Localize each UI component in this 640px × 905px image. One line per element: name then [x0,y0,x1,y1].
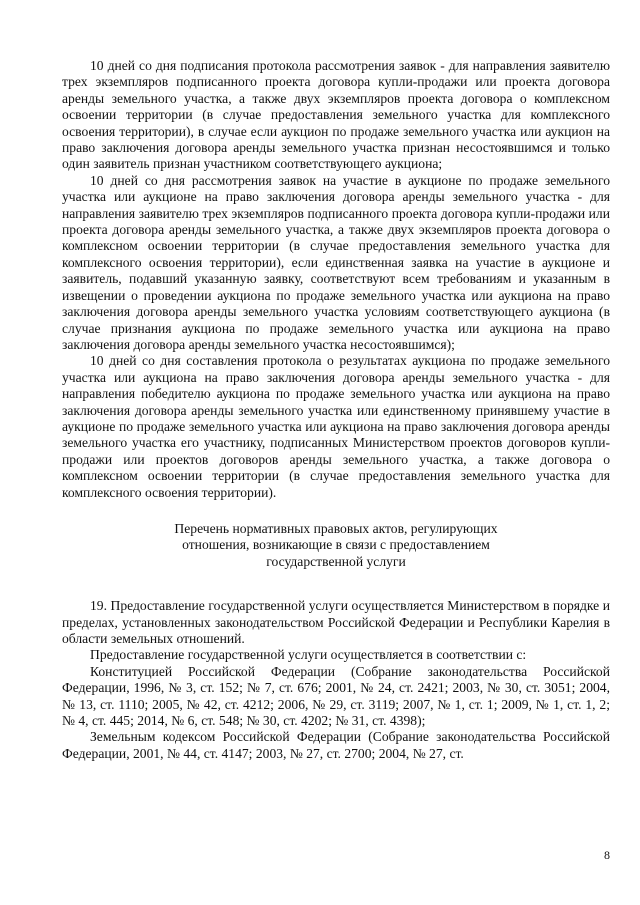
paragraph: Конституцией Российской Федерации (Собрание законодательства Российской Федерации, 1996, № 3, ст. 152; № 7, ст. 676; 2001, № 24, ст. 2421; 2003, № 30, ст. 3051; 2004, № 13, ст. 1110; 2005, № 42, ст. 4212; 2006, № 29, ст. 3119; 2007, № 1, ст. 1; 2009, № 1, ст. 1, 2; № 4, ст. 445; 2014, № 6, ст. 548; № 30, ст. 4202; № 31, ст. 4398); [62,663,610,729]
heading-line: отношения, возникающие в связи с предоставлением [182,537,490,553]
paragraph: 10 дней со дня подписания протокола рассмотрения заявок - для направления заявителю трех экземпляров подписанного проекта договора купли-продажи или проекта договора аренды земельного участка, а также двух экземпляров проекта договора о комплексном освоении территории (в случае предоставления земельного участка для комплексного освоения территории), в случае если аукцион по продаже земельного участка или аукцион на право заключения договора аренды земельного участка признан несостоявшимся и только один заявитель признан участником соответствующего аукциона; [62,58,610,172]
body-text-top [62,58,610,501]
page-number: 8 [604,848,610,862]
paragraph: 10 дней со дня составления протокола о результатах аукциона по продаже земельного участка или аукциона на право заключения договора аренды земельного участка - для направления победителю аукциона по продаже земельного участка или аукциона на право заключения договора аренды земельного участка или единственному принявшему участие в аукционе по продаже земельного участка или аукциона на право заключения договора аренды земельного участка его участнику, подписанных Министерством проектов договоров купли-продажи или проектов договоров аренды земельного участка, а также договора о комплексном освоении территории (в случае предоставления земельного участка для комплексного освоения территории). [62,353,610,500]
section-heading [62,521,610,570]
paragraph: Земельным кодексом Российской Федерации (Собрание законодательства Российской Федерации, 2001, № 44, ст. 4147; 2003, № 27, ст. 2700; 2004, № 27, ст. [62,729,610,761]
paragraph-19: 19. Предоставление государственной услуги осуществляется Министерством в порядке и пределах, установленных законодательством Российской Федерации и Республики Карелия в области земельных отношений. [62,598,610,646]
paragraph: Предоставление государственной услуги осуществляется в соответствии с: [90,647,527,663]
heading-line: государственной услуги [266,553,406,569]
heading-line: Перечень нормативных правовых актов, регулирующих [174,520,498,536]
body-text-bottom [62,598,610,762]
paragraph: 10 дней со дня рассмотрения заявок на участие в аукционе по продаже земельного участка или аукционе на право заключения договора аренды земельного участка - для направления заявителю трех экземпляров подписанного проекта договора купли-продажи или проекта договора аренды земельного участка, а также двух экземпляров проекта договора о комплексном освоении территории (в случае предоставления земельного участка для комплексного освоения территории), если единственная заявка на участие в аукционе и заявитель, подавший указанную заявку, соответствуют всем требованиям и указанным в извещении о проведении аукциона по продаже земельного участка или аукциона на право заключения договора аренды земельного участка условиям соответствующего аукциона (в случае признания аукциона по продаже земельного участка или аукциона на право заключения договора аренды земельного участка несостоявшимся); [62,172,610,352]
